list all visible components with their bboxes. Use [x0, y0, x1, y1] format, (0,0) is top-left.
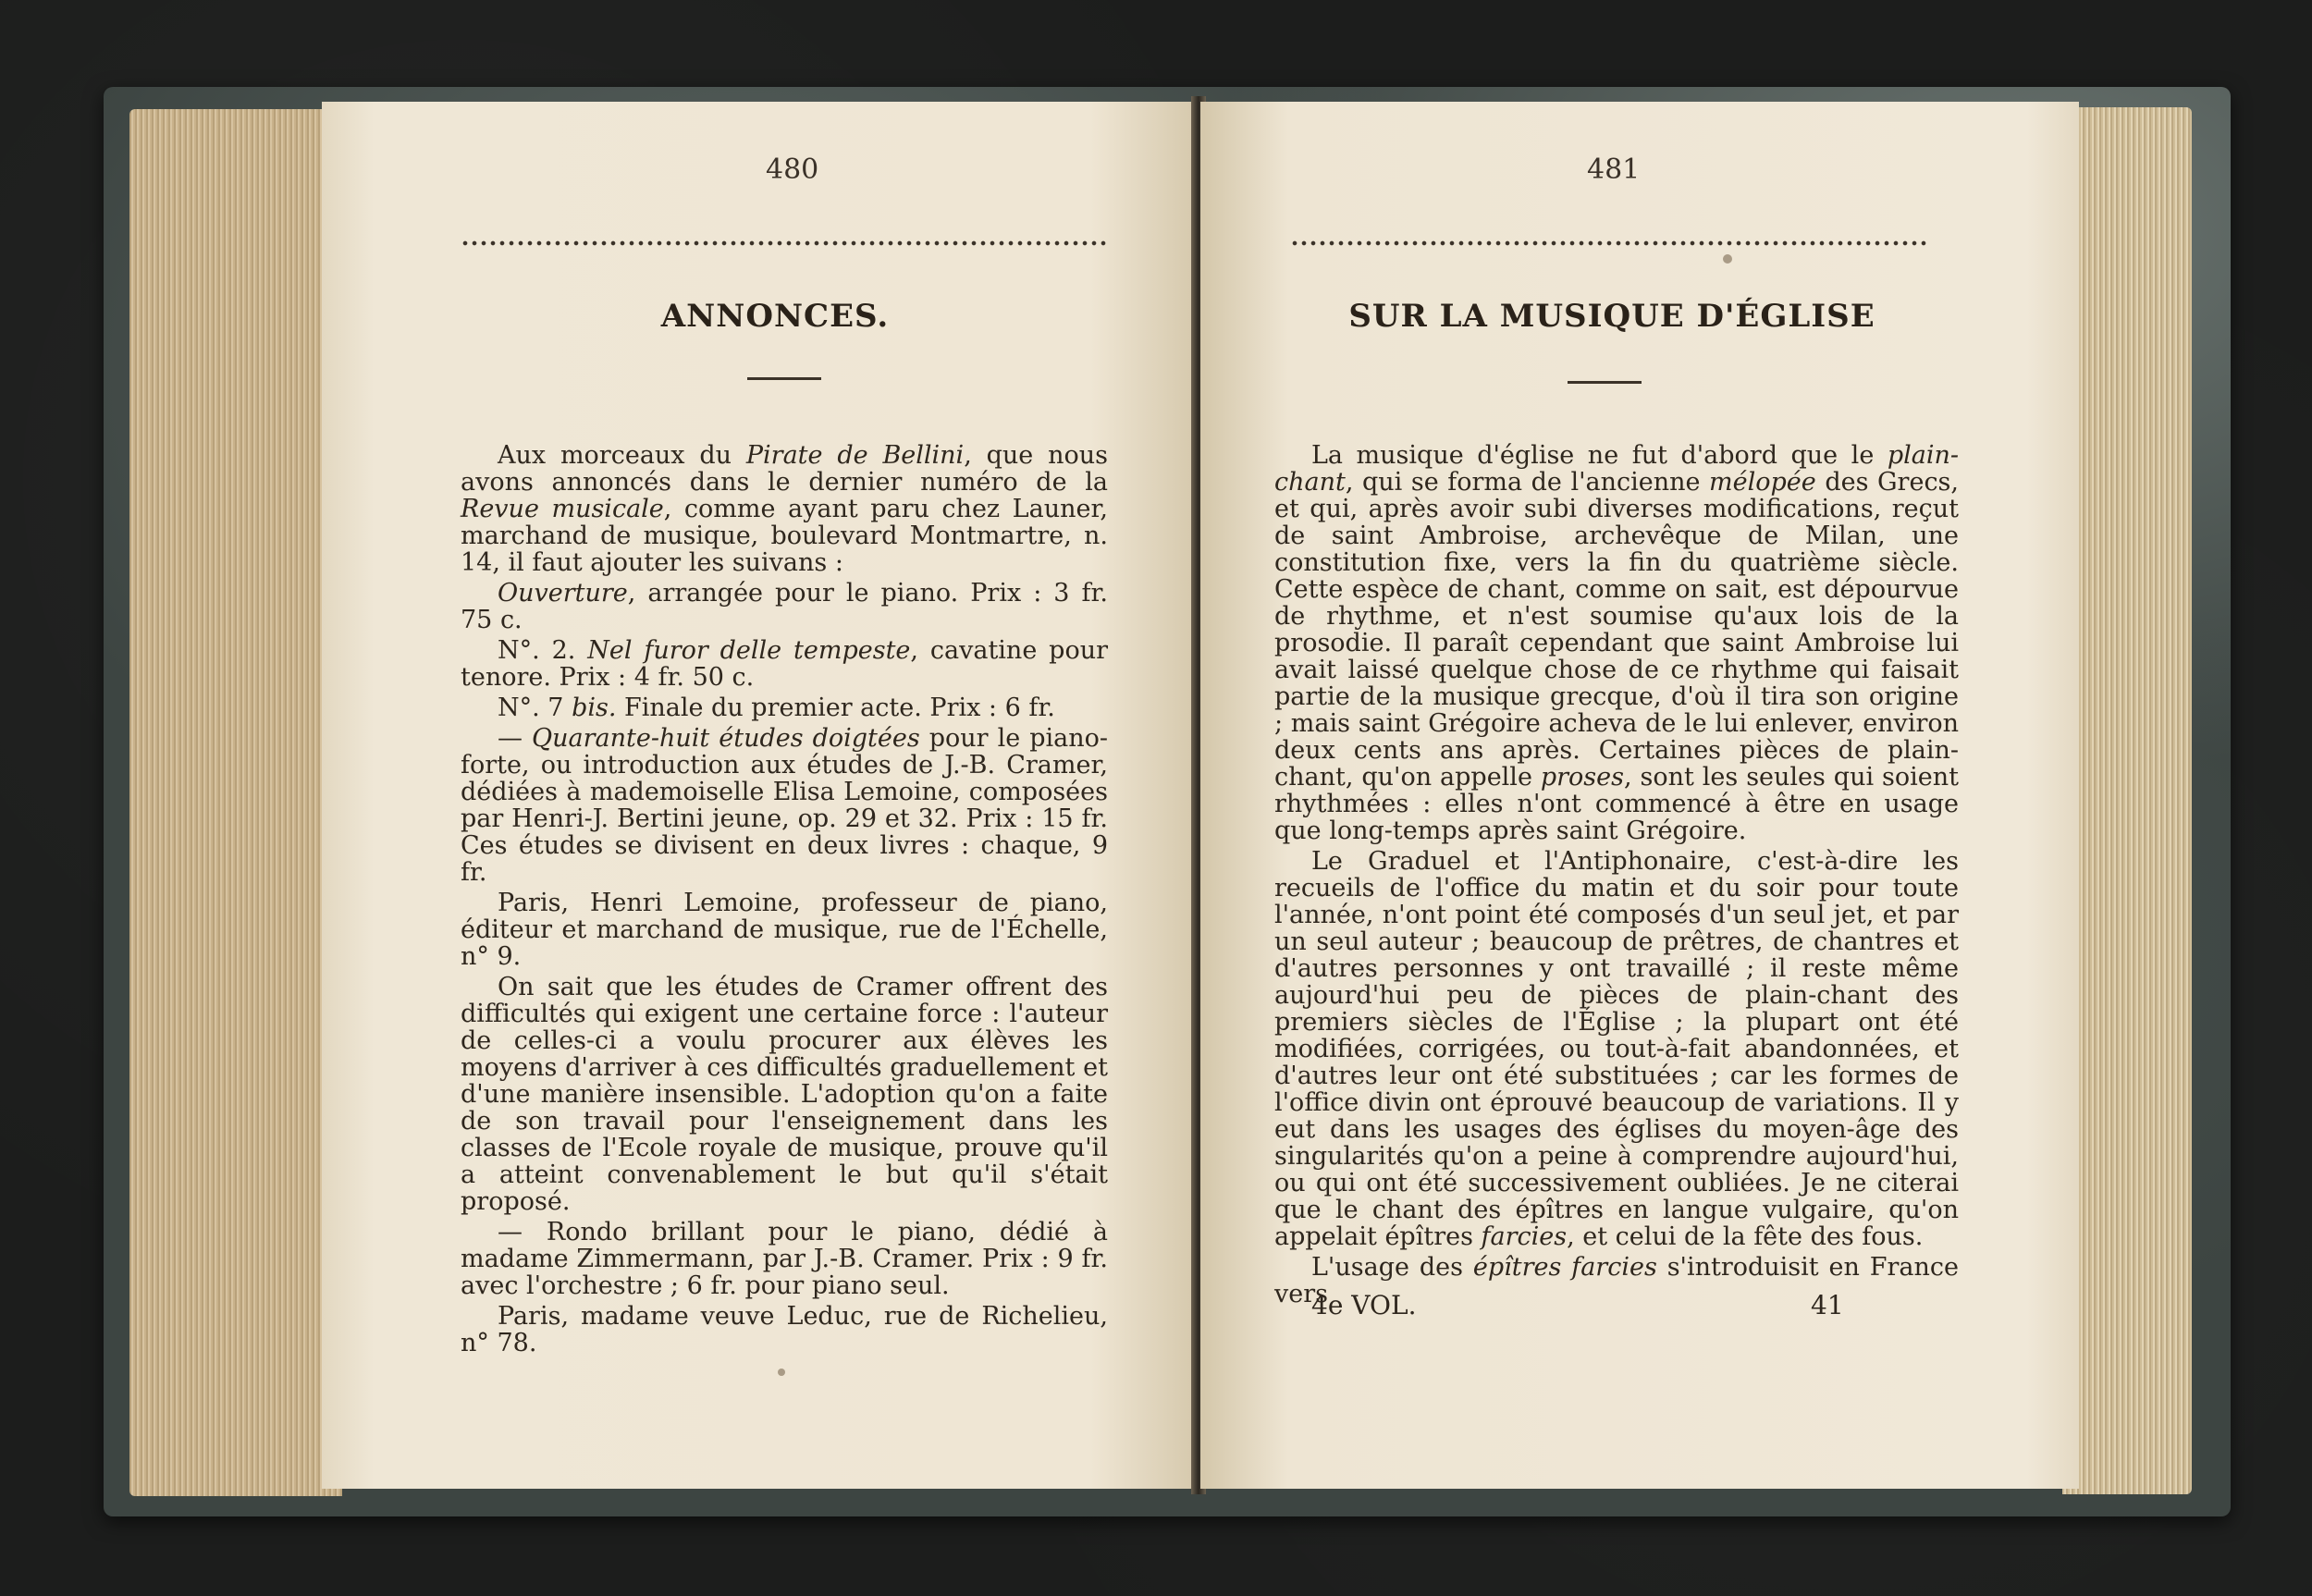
text-segment: On sait que les études de Cramer offrent des difficultés qui exigent une certaine force : l'auteur de celles-ci a voulu procurer aux élèves les moyens d'arriver à ces difficultés graduellement et d'une manière insensible. L'adoption qu'on a faite de son travail pour l'enseignement dans les classes de l'Ecole royale de musique, prouve qu'il a atteint convenablement le but qu'il s'était proposé.: [461, 973, 1108, 1216]
paragraph: [1274, 442, 1959, 844]
paper-spot: [1723, 254, 1732, 264]
italic-text: Revue musicale: [461, 495, 664, 523]
text-segment: , comme ayant paru chez Launer, marchand de musique, boulevard Montmartre, n. 14, il faut ajouter les suivans :: [461, 495, 1108, 577]
italic-text: Pirate de Bellini: [745, 441, 965, 470]
italic-text: épîtres farcies: [1472, 1253, 1657, 1282]
text-segment: — Rondo brillant pour le piano, dédié à madame Zimmermann, par J.-B. Cramer. Prix : 9 fr. avec l'orchestre ; 6 fr. pour piano seul.: [461, 1218, 1108, 1300]
left-page: [322, 102, 1195, 1489]
text-segment: , arrangée pour le piano. Prix : 3 fr. 75 c.: [461, 579, 1108, 634]
text-segment: N°. 7: [498, 694, 572, 722]
text-segment: , cavatine pour tenore. Prix : 4 fr. 50 c.: [461, 636, 1109, 692]
italic-text: Quarante-huit études doigtées: [532, 724, 920, 753]
announcements-text: [461, 442, 1108, 1360]
signature-number: 41: [1811, 1290, 1844, 1320]
heading-rule: [747, 377, 821, 380]
text-segment: Le Graduel et l'Antiphonaire, c'est-à-dire les recueils de l'office du matin et du soir pour toute l'année, n'ont point été composés d'un seul jet, et par un seul auteur ; beaucoup de prêtres, de chantres et d'autres personnes y ont travaillé ; il reste même aujourd'hui peu de pièces de plain-chant des premiers siècles de l'Église ; la plupart ont été modifiées, corrigées, ou tout-à-fait abandonnées, et d'autres leur ont été substituées ; car les formes de l'office divin ont éprouvé beaucoup de variations. Il y eut dans les usages des églises du moyen-âge des singularités qu'on a peine à comprendre aujourd'hui, ou qui ont été successivement oubliées. Je ne citerai que le chant des épîtres en langue vulgaire, qu'on appelait épîtres: [1274, 847, 1959, 1251]
text-segment: —: [498, 724, 533, 753]
text-segment: Paris, madame veuve Leduc, rue de Richelieu, n° 78.: [461, 1302, 1108, 1357]
text-segment: Paris, Henri Lemoine, professeur de piano, éditeur et marchand de musique, rue de l'Échelle, n° 9.: [461, 889, 1108, 971]
paragraph: [461, 725, 1108, 886]
paragraph: [461, 580, 1108, 633]
paragraph: [461, 442, 1108, 576]
italic-text: Nel furor delle tempeste: [587, 636, 911, 665]
text-segment: L'usage des: [1311, 1253, 1473, 1282]
signature-volume: 4e VOL.: [1311, 1290, 1417, 1320]
paper-spot: [778, 1369, 785, 1376]
italic-text: farcies: [1481, 1222, 1568, 1251]
italic-text: Ouverture: [498, 579, 628, 608]
text-segment: Finale du premier acte. Prix : 6 fr.: [616, 694, 1055, 722]
paragraph: [461, 1303, 1108, 1357]
section-heading: ANNONCES.: [660, 298, 890, 335]
paragraph: [461, 1219, 1108, 1299]
italic-text: plain-chant: [1274, 441, 1959, 497]
text-segment: Aux morceaux du: [498, 441, 746, 470]
text-segment: pour le piano-forte, ou introduction aux études de J.-B. Cramer, dédiées à mademoiselle Elisa Lemoine, composées par Henri-J. Bertini jeune, op. 29 et 32. Prix : 15 fr. Ces études se divisent en deux livres : chaque, 9 fr.: [461, 724, 1108, 887]
page-edges-right: [2062, 107, 2192, 1494]
paragraph: [461, 974, 1108, 1215]
ornamental-rule: [1290, 239, 1928, 248]
paragraph: [461, 890, 1108, 970]
italic-text: proses: [1540, 763, 1624, 792]
right-page: [1200, 102, 2079, 1489]
text-segment: , sont les seules qui soient rhythmées : elles n'ont commencé à être en usage que long-temps après saint Grégoire.: [1274, 763, 1960, 845]
text-segment: s'introduisit en France vers: [1274, 1253, 1960, 1308]
italic-text: bis.: [572, 694, 617, 722]
page-edges-left: [129, 109, 342, 1496]
paragraph: [461, 637, 1108, 691]
page-number: 480: [766, 153, 819, 186]
text-segment: La musique d'église ne fut d'abord que le: [1311, 441, 1888, 470]
text-segment: , que nous avons annoncés dans le dernier numéro de la: [461, 441, 1108, 497]
page-number: 481: [1587, 153, 1641, 186]
text-segment: , et celui de la fête des fous.: [1567, 1222, 1924, 1251]
ornamental-rule: [461, 239, 1108, 248]
section-heading: SUR LA MUSIQUE D'ÉGLISE: [1348, 298, 1875, 335]
text-segment: , qui se forma de l'ancienne: [1345, 468, 1710, 497]
paragraph: [461, 694, 1108, 721]
heading-rule: [1568, 381, 1642, 384]
italic-text: mélopée: [1709, 468, 1816, 497]
article-text: [1274, 442, 1959, 1311]
text-segment: des Grecs, et qui, après avoir subi diverses modifications, reçut de saint Ambroise, archevêque de Milan, une constitution fixe, vers la fin du quatrième siècle. Cette espèce de chant, comme on sait, est dépourvue de rhythme, et n'est soumise qu'aux lois de la prosodie. Il paraît cependant que saint Ambroise lui avait laissé quelque chose de ce rhythme qui faisait partie de la musique grecque, d'où il tira son origine ; mais saint Grégoire acheva de le lui enlever, environ deux cents ans après. Certaines pièces de plain-chant, qu'on appelle: [1274, 468, 1959, 792]
text-segment: N°. 2.: [498, 636, 588, 665]
paragraph: [1274, 848, 1959, 1250]
